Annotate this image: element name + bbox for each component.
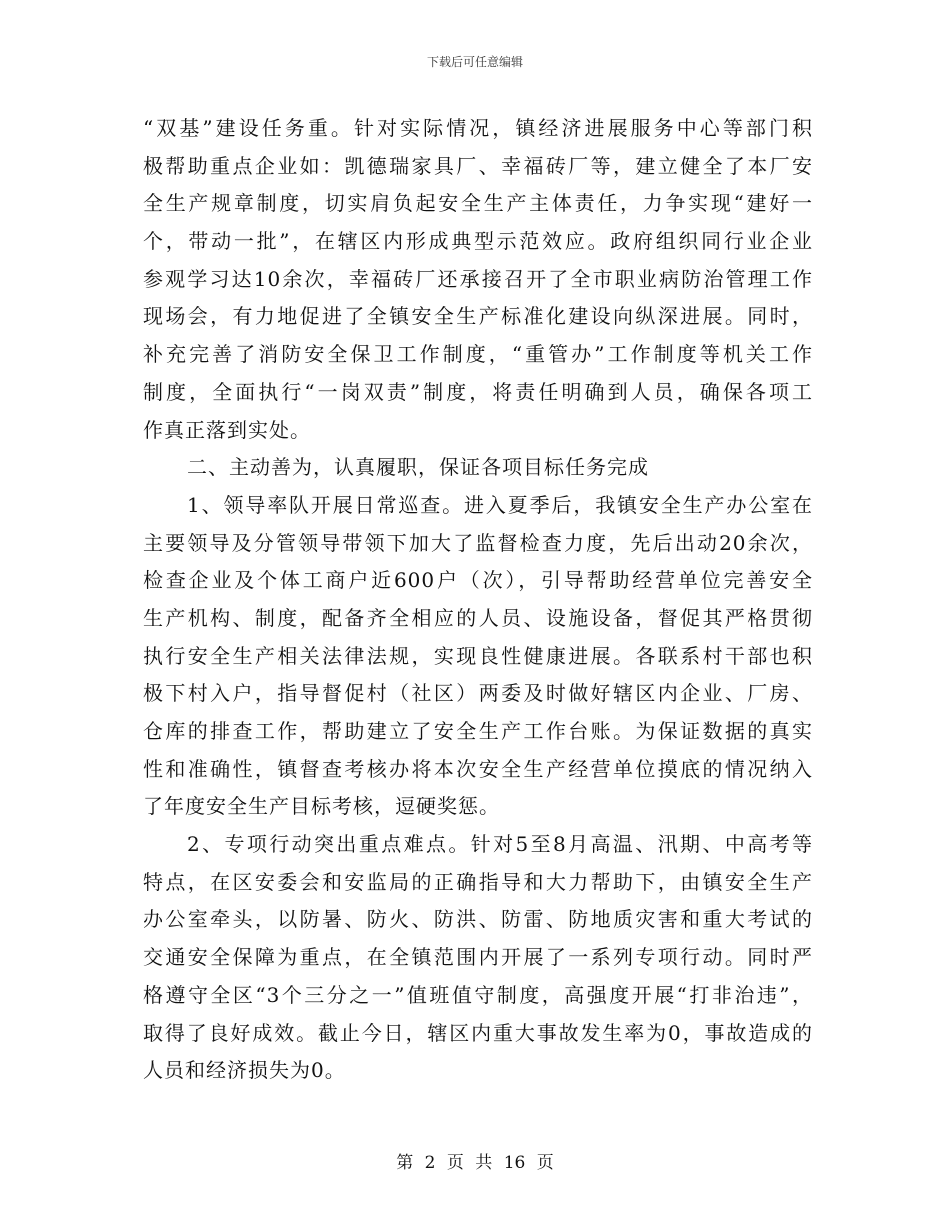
paragraph-line: 格遵守全区“3个三分之一”值班值守制度，高强度开展“打非治违”，	[143, 982, 813, 1007]
page-header: 下载后可任意编辑	[426, 55, 523, 69]
paragraph-line: 取得了良好成效。截止今日，辖区内重大事故发生率为0，事故造成的	[143, 1020, 813, 1045]
paragraph-line: 生产机构、制度，配备齐全相应的人员、设施设备，督促其严格贯彻	[143, 605, 813, 630]
paragraph-line: 特点，在区安委会和安监局的正确指导和大力帮助下，由镇安全生产	[143, 869, 813, 894]
page-footer: 第 2 页 共 16 页	[396, 1153, 554, 1173]
paragraph-line: 个，带动一批”，在辖区内形成典型示范效应。政府组织同行业企业	[143, 229, 813, 254]
paragraph-line: 极下村入户，指导督促村（社区）两委及时做好辖区内企业、厂房、	[143, 681, 813, 706]
paragraph-line: 主要领导及分管领导带领下加大了监督检查力度，先后出动20余次，	[143, 530, 813, 555]
paragraph-line: 检查企业及个体工商户近600户（次），引导帮助经营单位完善安全	[143, 568, 813, 593]
paragraph-line: 作真正落到实处。	[143, 417, 311, 442]
paragraph-line: 执行安全生产相关法律法规，实现良性健康进展。各联系村干部也积	[143, 643, 813, 668]
paragraph-line: 极帮助重点企业如：凯德瑞家具厂、幸福砖厂等，建立健全了本厂安	[143, 153, 813, 178]
paragraph-line: 全生产规章制度，切实肩负起安全生产主体责任，力争实现“建好一	[143, 191, 813, 216]
paragraph-line: 2、专项行动突出重点难点。针对5至8月高温、汛期、中高考等	[187, 832, 813, 857]
document-body	[143, 110, 813, 1090]
paragraph-line: 1、领导率队开展日常巡查。进入夏季后，我镇安全生产办公室在	[187, 492, 813, 517]
paragraph-line: 仓库的排查工作，帮助建立了安全生产工作台账。为保证数据的真实	[143, 719, 813, 743]
paragraph-line: 人员和经济损失为0。	[143, 1058, 346, 1083]
paragraph-line: 参观学习达10余次，幸福砖厂还承接召开了全市职业病防治管理工作	[143, 266, 813, 291]
paragraph-line: 现场会，有力地促进了全镇安全生产标准化建设向纵深进展。同时，	[143, 304, 813, 329]
section-heading: 二、主动善为，认真履职，保证各项目标任务完成	[187, 455, 649, 480]
paragraph-line: 交通安全保障为重点，在全镇范围内开展了一系列专项行动。同时严	[143, 945, 813, 970]
paragraph-line: 制度，全面执行“一岗双责”制度，将责任明确到人员，确保各项工	[143, 379, 813, 404]
paragraph-line: “双基”建设任务重。针对实际情况，镇经济进展服务中心等部门积	[143, 116, 813, 140]
paragraph-line: 办公室牵头，以防暑、防火、防洪、防雷、防地质灾害和重大考试的	[143, 907, 813, 932]
paragraph-line: 补充完善了消防安全保卫工作制度，“重管办”工作制度等机关工作	[143, 342, 813, 367]
paragraph-line: 性和准确性，镇督查考核办将本次安全生产经营单位摸底的情况纳入	[143, 756, 813, 781]
paragraph-line: 了年度安全生产目标考核，逗硬奖惩。	[143, 794, 500, 819]
